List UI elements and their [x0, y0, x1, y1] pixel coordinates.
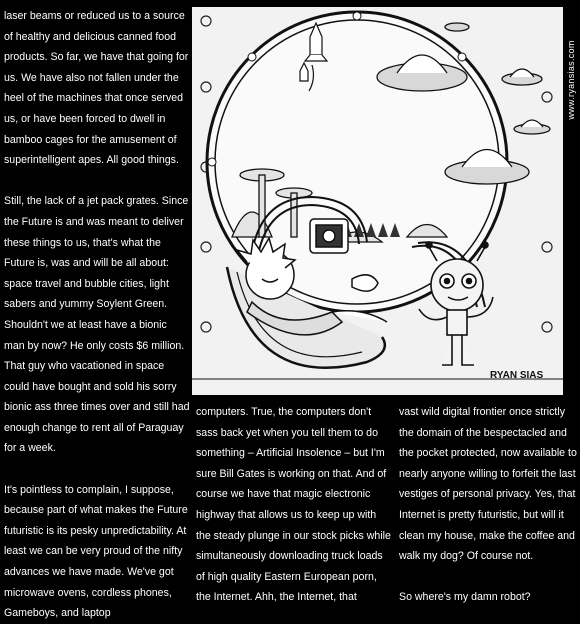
side-url — [563, 10, 579, 150]
side-url-text: www.ryansias.com — [566, 40, 576, 120]
article-column-1 — [4, 6, 190, 624]
column3-paragraph-1: vast wild digital frontier once strictly the domain of the bespectacled and the pocket protected, now available to nearly anyone willing to forfeit the last vestiges of personal privacy. Yes, that Internet is pretty futuristic, but will it clean my house, make the coffee and walk my dog? Of course not. — [399, 406, 577, 563]
article-column-3 — [399, 402, 579, 608]
column1-paragraph-2: Still, the lack of a jet pack grates. Since the Future is and was meant to deliver these things to us, that's what the Future is, was and will be all about: space travel and bubble cities, light sabers and yummy Soylent Green. Shouldn't we at least have a bionic man by now? He only costs $6 million. That guy who vacationed in space could have bought and sold his sorry bionic ass three times over and still had enough change to rent all of Paraguay for a week. — [4, 195, 190, 455]
comic-illustration — [192, 7, 563, 395]
column3-paragraph-2: So where's my damn robot? — [399, 591, 531, 604]
column2-paragraph-1: computers. True, the computers don't sass back yet when you tell them to do something – Artificial Insolence – but I'm sure Bill Gates is working on that. And of course we have that magic electronic highway that allows us to keep up with the steady plunge in our stock picks while simultaneously downloading truck loads of high quality Eastern European porn, the Internet. Ahh, the Internet, that — [196, 406, 391, 604]
column1-paragraph-3: It's pointless to complain, I suppose, because part of what makes the Future futuristic is its pesky unpredictability. At least we can be very proud of the nifty advances we have made. We've got microwave ovens, cordless phones, Gameboys, and laptop — [4, 483, 188, 620]
signature: RYAN SIAS — [490, 370, 544, 381]
column1-paragraph-1: laser beams or reduced us to a source of healthy and delicious canned food products. So far, we have that going for us. We have also not fallen under the heel of the machines that once served us, or have been forced to dwell in bamboo cages for the amusement of superintelligent apes. All good things. — [4, 10, 189, 167]
article-column-2 — [196, 402, 392, 608]
